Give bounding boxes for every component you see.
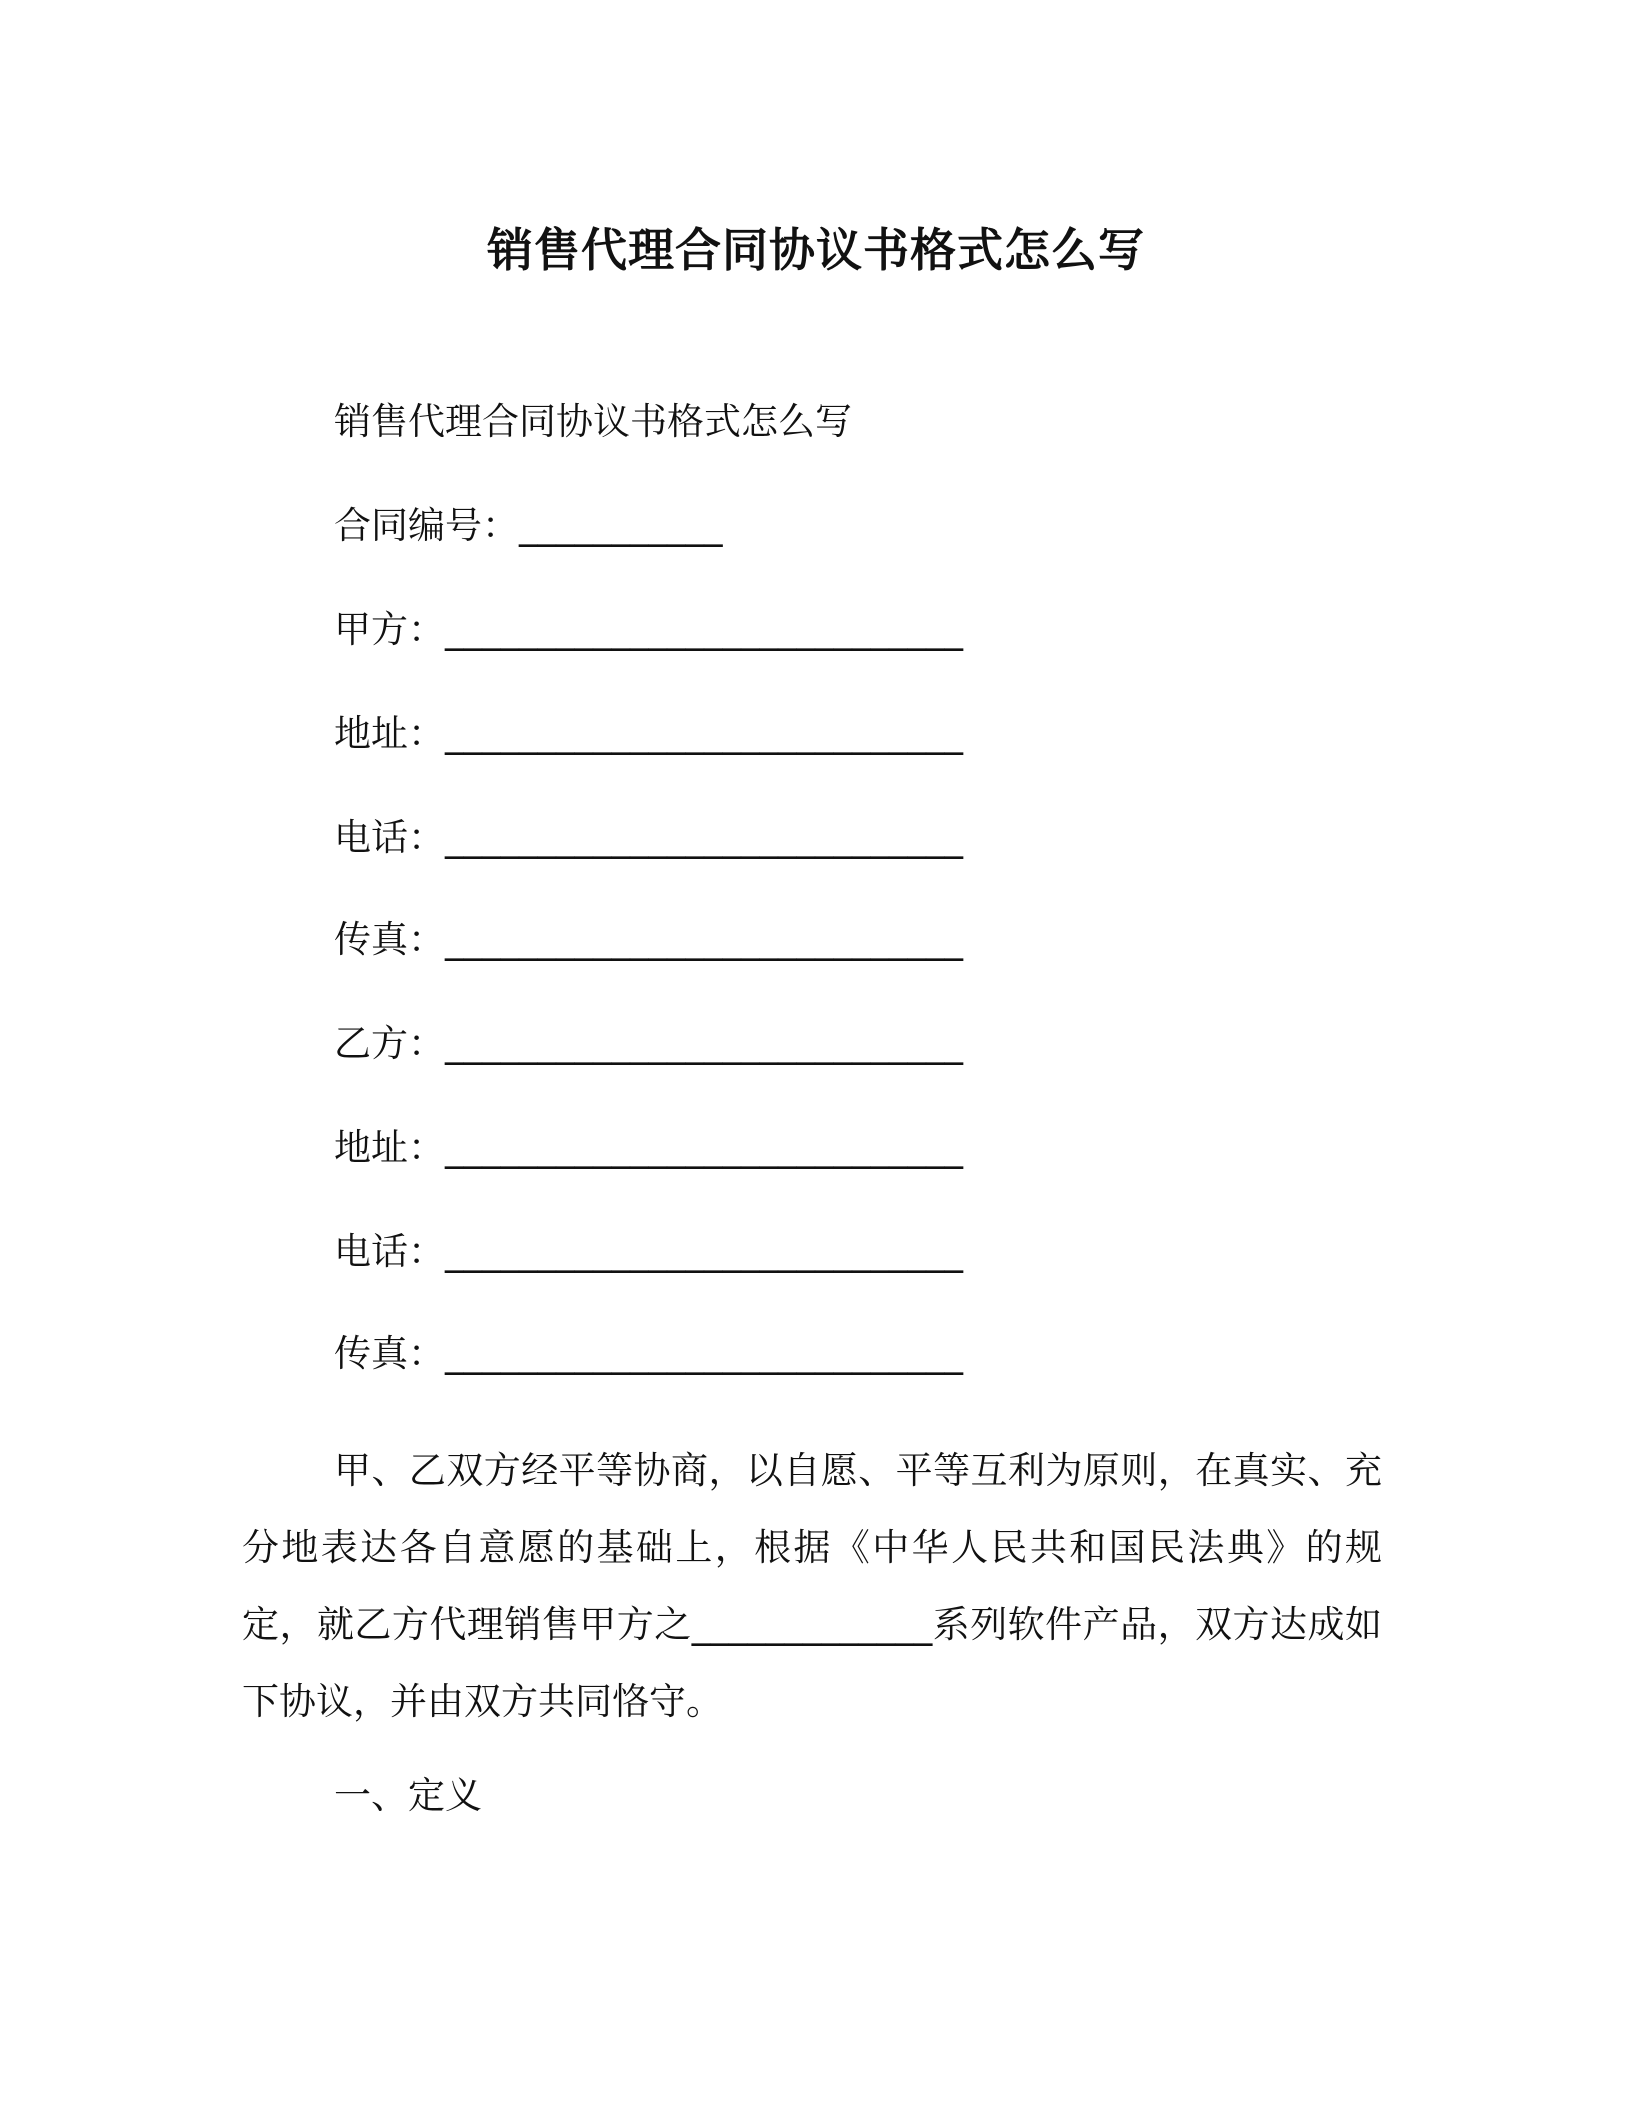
party-b-fax-blank: ____________________________ xyxy=(445,1332,963,1375)
party-b-phone-field xyxy=(334,1226,963,1278)
party-b-address-field xyxy=(334,1122,963,1174)
party-a-name-label: 甲方： xyxy=(334,608,445,651)
party-b-name-field xyxy=(334,1018,963,1070)
preamble-paragraph: 甲、乙双方经平等协商，以自愿、平等互利为原则，在真实、充分地表达各自意愿的基础上，根据《中华人民共和国民法典》的规定，就乙方代理销售甲方之_____________系列软件产品，双方达成如下协议，并由双方共同恪守。 xyxy=(242,1449,1382,1723)
party-a-name-blank: ____________________________ xyxy=(445,608,963,651)
party-a-address-blank: ____________________________ xyxy=(445,712,963,755)
contract-number-blank: ___________ xyxy=(519,504,723,547)
party-a-address-label: 地址： xyxy=(334,712,445,755)
contract-number-label: 合同编号： xyxy=(334,504,519,547)
party-b-name-label: 乙方： xyxy=(334,1022,445,1065)
party-b-fax-field xyxy=(334,1328,963,1380)
party-a-phone-field xyxy=(334,812,963,864)
contract-number-field xyxy=(334,500,723,552)
party-b-address-blank: ____________________________ xyxy=(445,1126,963,1169)
party-a-address-field xyxy=(334,708,963,760)
party-b-address-label: 地址： xyxy=(334,1126,445,1169)
document-title: 销售代理合同协议书格式怎么写 xyxy=(487,223,1145,277)
party-b-phone-label: 电话： xyxy=(334,1230,445,1273)
document-subtitle: 销售代理合同协议书格式怎么写 xyxy=(334,400,852,443)
party-b-phone-blank: ____________________________ xyxy=(445,1230,963,1273)
party-a-phone-label: 电话： xyxy=(334,816,445,859)
party-b-fax-label: 传真： xyxy=(334,1332,445,1375)
party-a-fax-field xyxy=(334,914,963,966)
party-b-name-blank: ____________________________ xyxy=(445,1022,963,1065)
party-a-phone-blank: ____________________________ xyxy=(445,816,963,859)
section-heading-definitions: 一、定义 xyxy=(334,1774,482,1817)
party-a-fax-blank: ____________________________ xyxy=(445,918,963,961)
party-a-name-field xyxy=(334,604,963,656)
party-a-fax-label: 传真： xyxy=(334,918,445,961)
